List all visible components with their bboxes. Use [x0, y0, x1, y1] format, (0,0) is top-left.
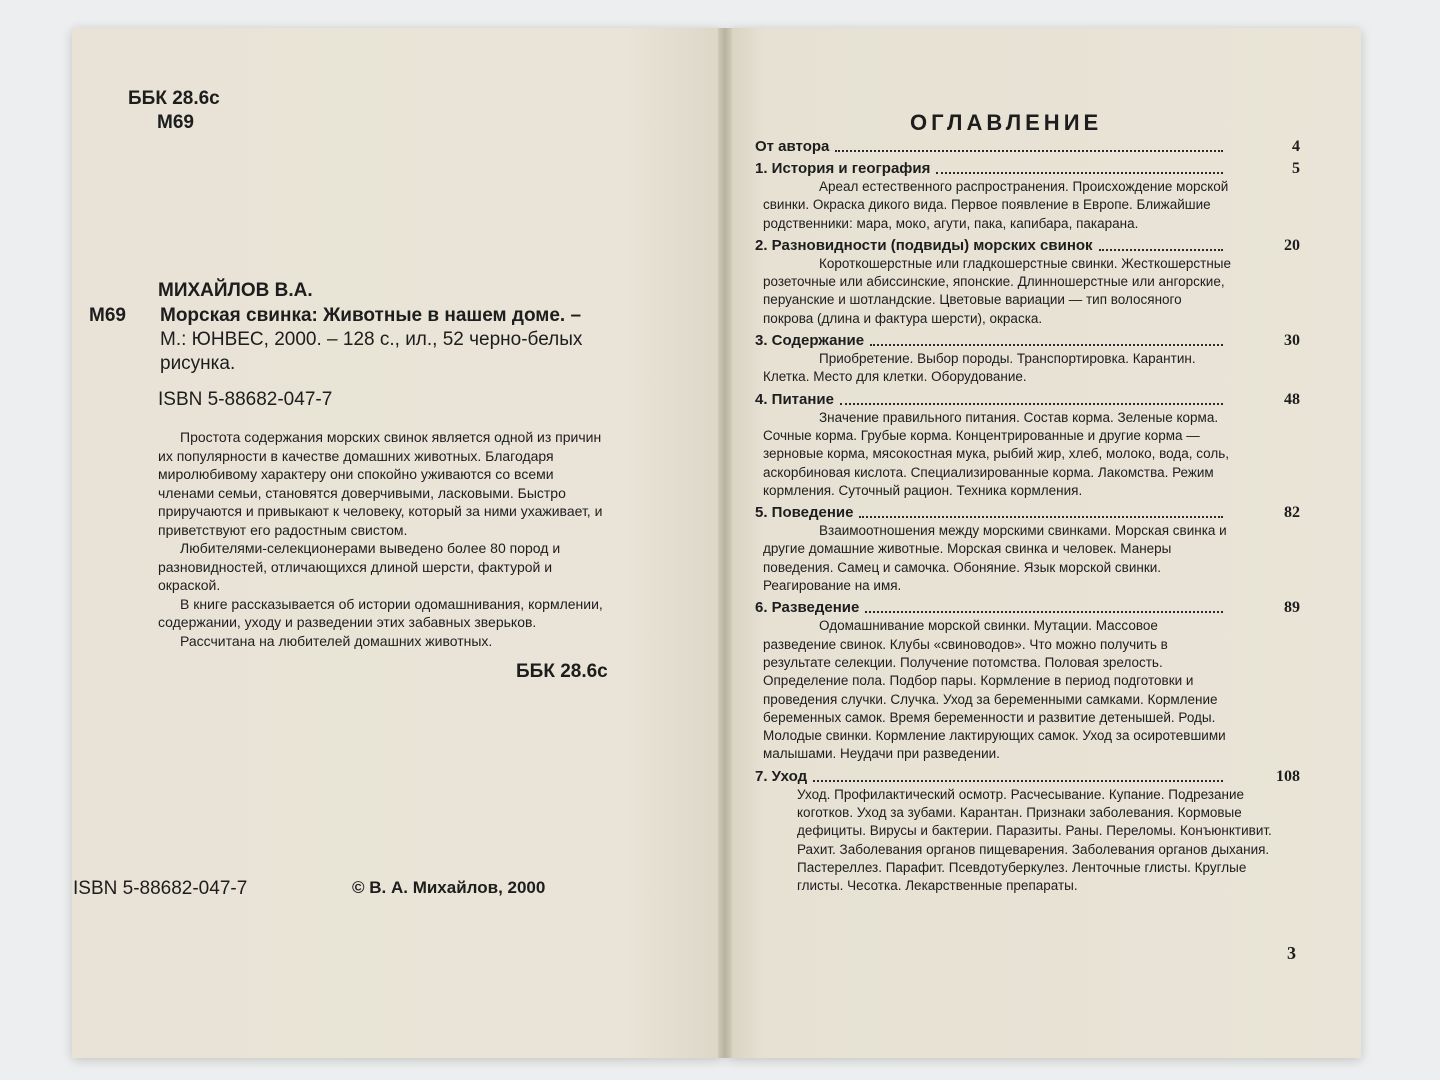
toc-leader-dots [840, 402, 1223, 405]
toc-entry-description: Приобретение. Выбор породы. Транспортировка. Карантин. Клетка. Место для клетки. Оборудование. [763, 351, 1196, 385]
toc-entry [755, 599, 1300, 763]
annotation-paragraph: В книге рассказывается об истории одомашнивания, кормлении, содержании, уходу и разведении этих забавных зверьков. [158, 595, 603, 630]
annotation-paragraph: Любителями-селекционерами выведено более 80 пород и разновидностей, отличающихся длиной шерсти, фактурой и окраской. [158, 540, 561, 593]
toc-entry-title: 1. История и география [755, 160, 931, 177]
bbk-code-top: ББК 28.6с [128, 88, 220, 109]
toc-entry [755, 504, 1300, 595]
table-of-contents [755, 138, 1300, 896]
toc-leader-dots [1099, 248, 1223, 251]
publication-info-line1: М.: ЮНВЕС, 2000. – 128 с., ил., 52 черно-белых [160, 329, 583, 350]
toc-entry [755, 237, 1300, 328]
toc-entry [755, 332, 1300, 387]
toc-leader-dots [936, 171, 1223, 174]
toc-entry [755, 138, 1300, 156]
copyright: © В. А. Михайлов, 2000 [352, 878, 546, 897]
annotation [158, 428, 613, 650]
toc-leader-dots [813, 779, 1223, 782]
toc-entry-title: 2. Разновидности (подвиды) морских свинок [755, 236, 1093, 254]
page-number: 3 [1287, 943, 1296, 963]
isbn-mid: ISBN 5-88682-047-7 [158, 389, 333, 410]
author-name: МИХАЙЛОВ В.А. [158, 280, 313, 301]
toc-entry-description: Взаимоотношения между морскими свинками. Морская свинка и другие домашние животные. Морская свинка и человек. Манеры поведения. Самец и самочка. Обоняние. Язык морской свинки. Реагирование на имя. [763, 523, 1227, 594]
book-spine [718, 28, 732, 1058]
toc-leader-dots [865, 610, 1223, 613]
book-title: Морская свинка: Животные в нашем доме. – [160, 305, 582, 326]
toc-entry-heading [755, 237, 1227, 255]
toc-entry-page: 89 [1284, 599, 1300, 617]
toc-entry-heading [755, 160, 1227, 178]
bbk-code-bottom: ББК 28.6с [516, 661, 608, 682]
annotation-paragraph: Рассчитана на любителей домашних животных. [180, 632, 493, 649]
toc-title: ОГЛАВЛЕНИЕ [910, 110, 1103, 135]
toc-entry [755, 160, 1300, 233]
publication-info-line2: рисунка. [160, 353, 236, 374]
toc-entry-description: Короткошерстные или гладкошерстные свинки. Жесткошерстные розеточные или абиссинские, японские. Длинношерстные или ангорские, перуанские и шотландские. Цветовые вариации — тип волосяного покрова (длина и фактура шерсти), окраска. [763, 255, 1232, 326]
toc-leader-dots [835, 149, 1223, 152]
annotation-paragraph: Простота содержания морских свинок является одной из причин их популярности в качестве домашних животных. Благодаря миролюбивому характеру они спокойно уживаются со всеми членами семьи, становятся доверчивыми, ласковыми. Быстро приручаются и привыкают к человеку, который за ними ухаживает, и приветствуют его радостным свистом. [158, 429, 603, 538]
toc-entry-title: 6. Разведение [755, 599, 860, 617]
toc-entry-heading [755, 504, 1227, 522]
toc-entry-page: 82 [1284, 504, 1300, 522]
toc-entry-title: 5. Поведение [755, 504, 854, 522]
toc-entry-title: 7. Уход [755, 767, 808, 785]
toc-entry-heading [755, 391, 1227, 409]
toc-entry-title: От автора [755, 138, 830, 155]
toc-entry-heading [755, 138, 1227, 156]
toc-entry-page: 4 [1292, 138, 1300, 155]
toc-entry-description: Уход. Профилактический осмотр. Расчесывание. Купание. Подрезание коготков. Уход за зубами. Карантан. Признаки заболевания. Кормовые дефициты. Вирусы и бактерии. Паразиты. Раны. Переломы. Конъюнктивит. Рахит. Заболевания органов пищеварения. Заболевания органов дыхания. Пастереллез. Парафит. Псевдотуберкулез. Ленточные глисты. Круглые глисты. Чесотка. Лекарственные препараты. [797, 786, 1272, 894]
toc-leader-dots [859, 515, 1223, 518]
toc-entry-page: 20 [1284, 236, 1300, 254]
toc-entry-description: Одомашнивание морской свинки. Мутации. Массовое разведение свинок. Клубы «свиноводов». Что можно получить в результате селекции. Получение потомства. Половая зрелость. Определение пола. Подбор пары. Кормление в период подготовки и проведения случки. Случка. Уход за беременными самками. Кормление беременных самок. Время беременности и развитие детенышей. Роды. Молодые свинки. Кормление лактирующих самок. Уход за осиротевшими малышами. Неудачи при разведении. [763, 618, 1226, 762]
toc-entry [755, 768, 1300, 896]
toc-entry-heading [755, 332, 1227, 350]
toc-entry-title: 3. Содержание [755, 332, 865, 350]
toc-entry-description: Значение правильного питания. Состав корма. Зеленые корма. Сочные корма. Грубые корма. Концентрированные и другие корма — зерновые корма, мясокостная мука, рыбий жир, хлеб, молоко, вода, соль, аскорбиновая кислота. Специализированные корма. Лакомства. Режим кормления. Суточный рацион. Техника кормления. [763, 409, 1230, 498]
toc-entry-page: 30 [1284, 332, 1300, 350]
toc-entry-heading [755, 768, 1227, 786]
author-code-mid: М69 [89, 305, 126, 326]
toc-leader-dots [870, 343, 1223, 346]
isbn-bottom: ISBN 5-88682-047-7 [73, 878, 248, 899]
toc-entry-description: Ареал естественного распространения. Происхождение морской свинки. Окраска дикого вида. Первое появление в Европе. Ближайшие родственники: мара, моко, агути, пака, капибара, пакарана. [763, 179, 1229, 231]
toc-entry-title: 4. Питание [755, 390, 834, 408]
author-code-top: М69 [157, 112, 194, 133]
toc-entry-page: 108 [1276, 767, 1300, 785]
toc-entry-heading [755, 599, 1227, 617]
toc-entry [755, 391, 1300, 500]
toc-entry-page: 5 [1292, 160, 1300, 177]
toc-entry-page: 48 [1284, 390, 1300, 408]
